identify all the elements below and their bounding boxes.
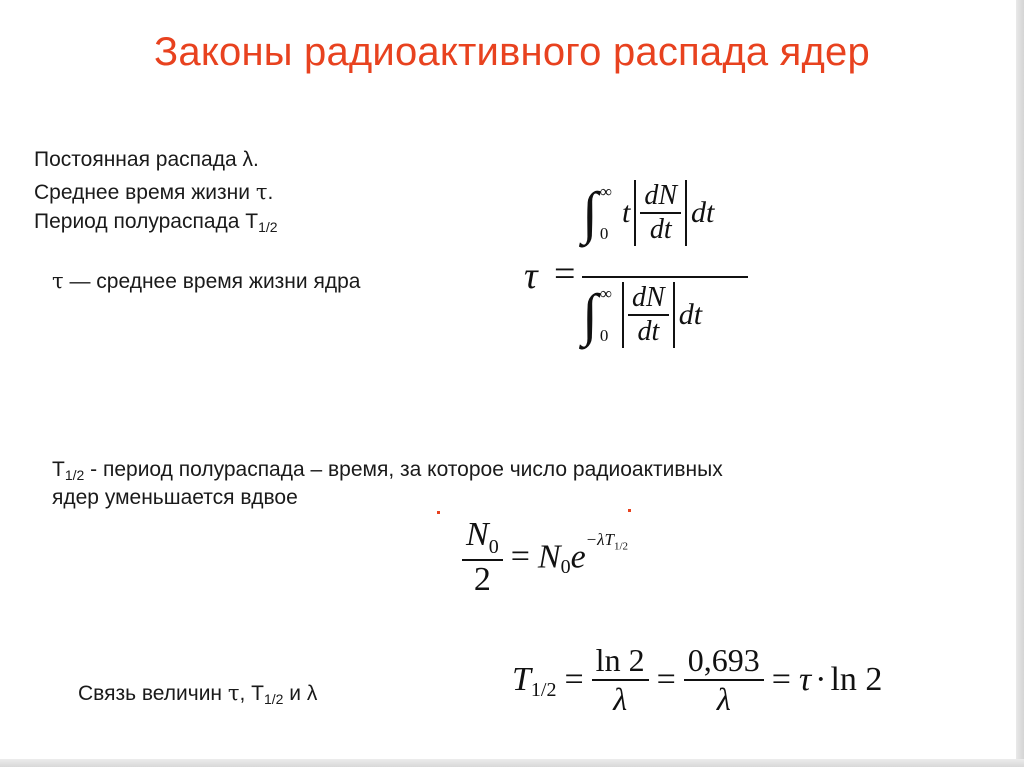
relation-tau: τ <box>227 681 240 705</box>
integral-sign-icon: ∫ <box>582 180 598 245</box>
rhs-n-symbol: N <box>537 538 561 576</box>
upper-limit: ∞ <box>599 182 613 201</box>
slide-title: Законы радиоактивного распада ядер <box>154 30 870 74</box>
relation-end: и λ <box>283 682 318 705</box>
formula-tau-lhs: τ <box>524 255 538 297</box>
formula-denominator <box>582 282 702 374</box>
decay-constant-text: Постоянная распада λ. <box>34 148 259 171</box>
denominator-dt: dt <box>678 298 703 331</box>
equals-sign: = <box>510 538 530 576</box>
period-mark: . <box>267 181 274 204</box>
relation-subscript: 1/2 <box>264 691 284 707</box>
ln2-over-lambda <box>592 642 649 718</box>
integral-limits <box>600 284 612 346</box>
ln2-numerator: ln 2 <box>595 642 645 678</box>
main-fraction-bar <box>582 276 748 278</box>
relation-line <box>78 679 317 713</box>
upper-limit: ∞ <box>599 284 613 303</box>
n0-subscript: 0 <box>488 535 499 558</box>
mean-lifetime-line <box>34 178 273 207</box>
formula-numerator <box>582 180 714 272</box>
stray-mark <box>628 509 631 512</box>
slide-frame-bottom-edge <box>0 759 1024 767</box>
stray-mark <box>437 511 440 514</box>
half-life-formula <box>462 516 628 608</box>
tau-note <box>52 267 360 296</box>
two-denominator: 2 <box>473 560 491 598</box>
n0-numerator <box>462 516 503 559</box>
numerator-t: t <box>622 196 631 229</box>
half-life-definition-line2 <box>52 484 298 512</box>
formula-tau-equals: = <box>554 253 576 295</box>
mean-lifetime-formula <box>520 176 750 376</box>
half-life-def-subscript: 1/2 <box>64 467 85 483</box>
half-life-text: Период полураспада Т <box>34 210 259 233</box>
exponent <box>585 530 629 553</box>
lambda-denominator: λ <box>716 681 731 717</box>
relation-tau-symbol: τ <box>798 661 812 698</box>
half-life-subscript: 1/2 <box>258 219 278 235</box>
slide-frame-right-edge <box>1016 0 1024 767</box>
const-over-lambda <box>684 642 764 718</box>
relation-formula <box>512 642 882 742</box>
rhs-n0-subscript: 0 <box>560 555 571 578</box>
abs-value-denominator <box>622 282 675 348</box>
n0-over-2-fraction <box>462 516 503 599</box>
equals-sign: = <box>771 661 791 698</box>
lambda-denominator: λ <box>613 681 628 717</box>
lower-limit: 0 <box>599 224 609 243</box>
integral-sign-icon: ∫ <box>582 282 598 347</box>
half-life-def-symbol: Т <box>52 458 65 481</box>
n-symbol: N <box>466 516 489 553</box>
half-life-def-text1: - период полураспада – время, за которое число радиоактивных <box>84 458 723 481</box>
relation-T-subscript: 1/2 <box>530 678 557 701</box>
tau-note-text: — среднее время жизни ядра <box>63 270 361 293</box>
equals-sign: = <box>656 661 676 698</box>
exponent-subscript: 1/2 <box>613 540 629 553</box>
decay-constant-line <box>34 146 259 174</box>
dN-num: dN <box>644 180 678 211</box>
lower-limit: 0 <box>599 326 609 345</box>
numerator-dt: dt <box>691 196 715 229</box>
equals-sign: = <box>564 661 584 698</box>
ln2-end: ln 2 <box>830 661 883 698</box>
relation-T: T <box>512 661 531 698</box>
dN-num: dN <box>632 282 665 313</box>
relation-comma-t: , Т <box>239 682 264 705</box>
dt-den: dt <box>649 214 672 245</box>
exponent-text: −λT <box>585 530 614 550</box>
relation-text: Связь величин <box>78 682 223 705</box>
mean-lifetime-text: Среднее время жизни <box>34 181 250 204</box>
tau-symbol: τ <box>255 180 268 204</box>
abs-value-numerator <box>634 180 687 246</box>
const-numerator: 0,693 <box>687 642 760 678</box>
half-life-line <box>34 208 278 241</box>
multiply-dot: · <box>815 661 827 698</box>
tau-note-symbol: τ <box>52 269 64 293</box>
integral-limits <box>600 182 612 244</box>
half-life-def-text2: ядер уменьшается вдвое <box>52 486 298 509</box>
dt-den: dt <box>637 316 660 347</box>
exp-e: e <box>570 538 586 576</box>
